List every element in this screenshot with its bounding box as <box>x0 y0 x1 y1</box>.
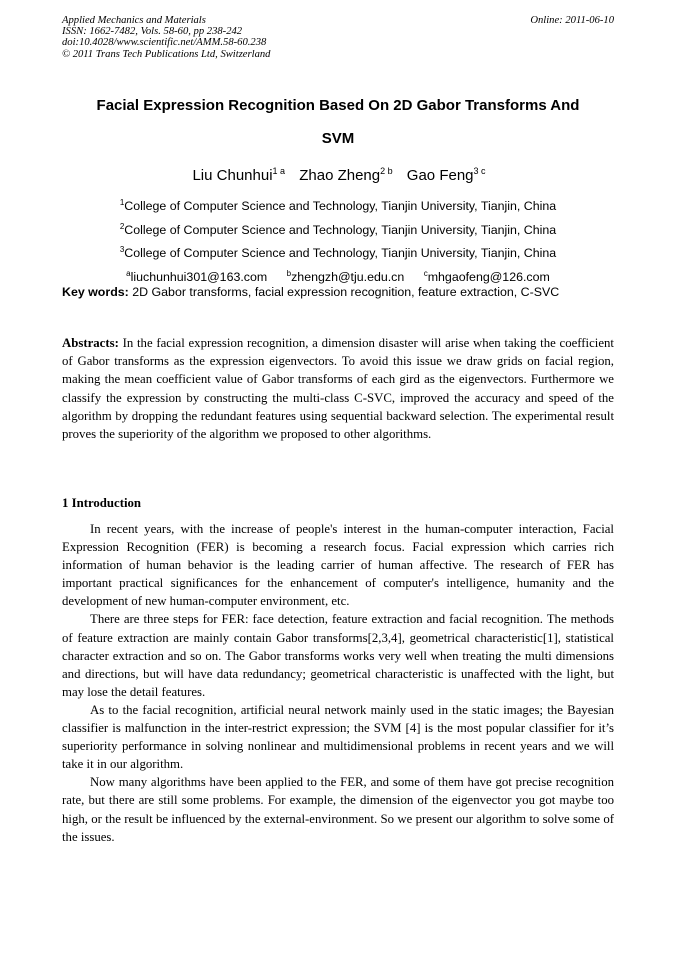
email-mark: a <box>126 268 131 278</box>
paper-title <box>62 89 614 155</box>
author-name: Gao Feng <box>406 167 474 184</box>
email-mark: b <box>286 268 292 278</box>
email-mark: c <box>423 268 428 278</box>
affiliation-text: College of Computer Science and Technology, Tianjin University, Tianjin, China <box>124 199 557 213</box>
author-affiliation-mark: 2 b <box>380 166 393 176</box>
author-list <box>0 166 678 184</box>
keywords-label: Key words: <box>62 285 129 299</box>
keywords <box>62 285 622 299</box>
affiliation <box>62 240 614 264</box>
paragraph: In recent years, with the increase of people's interest in the human-computer interaction, Facial Expression Recognition (FER) is becoming a research focus. Facial expression which carries rich information of human behavior is the leading carrier of human affective. The research of FER has important practical significances for the enhancement of computer's intelligence, humanity and the development of new human-computer environment, etc. <box>62 522 614 609</box>
author <box>299 167 392 184</box>
affiliation <box>62 217 614 241</box>
keywords-text: 2D Gabor transforms, facial expression recognition, feature extraction, C-SVC <box>132 285 560 299</box>
section-heading-introduction: 1 Introduction <box>62 496 142 510</box>
affiliation-text: College of Computer Science and Technology, Tianjin University, Tianjin, China <box>124 246 557 261</box>
author-affiliation-mark: 1 a <box>272 166 286 176</box>
email <box>287 270 405 284</box>
author-name: Zhao Zheng <box>299 167 381 184</box>
affiliation-text: College of Computer Science and Technology, Tianjin University, Tianjin, China <box>124 222 557 237</box>
title-line-1: Facial Expression Recognition Based On 2D Gabor Transforms And <box>96 97 580 114</box>
introduction-body <box>62 520 614 846</box>
abstract <box>62 334 614 443</box>
journal-name: Applied Mechanics and Materials <box>62 15 206 26</box>
email-line <box>62 264 614 288</box>
author <box>192 167 285 184</box>
affiliation-list <box>62 193 614 287</box>
affiliation-number: 3 <box>119 245 125 255</box>
paragraph: There are three steps for FER: face detection, feature extraction and facial recognition. The methods of feature extraction are mainly contain Gabor transforms[2,3,4], geometrical characteristic[1], statistical character extraction and so on. The Gabor transforms works very well when treating the multi dimensions and directions, but will have data redundancy; geometrical characteristic is unaffected with the light, but may lose the detail features. <box>62 612 614 699</box>
copyright-line: © 2011 Trans Tech Publications Ltd, Switzerland <box>62 48 271 60</box>
author <box>407 167 486 184</box>
affiliation-number: 1 <box>119 198 125 207</box>
email-address: mhgaofeng@126.com <box>427 269 550 284</box>
email-address: zhengzh@tju.edu.cn <box>291 269 405 284</box>
author-affiliation-mark: 3 c <box>473 166 486 176</box>
paragraph: Now many algorithms have been applied to the FER, and some of them have got precise recognition rate, but there are still some problems. For example, the dimension of the eigenvector you got maybe too high, or the result be influenced by the external-environment. So we present our algorithm to solve some of the issues. <box>62 775 614 844</box>
abstract-text: In the facial expression recognition, a dimension disaster will arise when taking the coefficient of Gabor transforms as the expression eigenvectors. To avoid this issue we draw grids on facial region, making the mean coefficient value of Gabor transforms of each gird as the eigenvectors. Furthermore we classify the expression by constructing the multi-class C-SVC, improved the accuracy and speed of the algorithm by dropping the redundant features using sequential backward selection. The experimental result proves the superiority of the algorithm we proposed to other algorithms. <box>62 336 614 442</box>
issn-line: ISSN: 1662-7482, Vols. 58-60, pp 238-242 <box>62 26 243 38</box>
affiliation-number: 2 <box>119 221 125 231</box>
author-name: Liu Chunhui <box>192 167 273 184</box>
online-date: Online: 2011-06-10 <box>530 15 614 26</box>
email <box>126 270 267 284</box>
abstract-label: Abstracts: <box>62 336 119 350</box>
affiliation <box>62 193 614 217</box>
email-address: liuchunhui301@163.com <box>130 269 268 284</box>
title-line-2: SVM <box>321 130 355 147</box>
journal-metadata <box>62 15 270 60</box>
email <box>424 270 550 284</box>
doi-line: doi:10.4028/www.scientific.net/AMM.58-60.238 <box>62 37 267 49</box>
paragraph: As to the facial recognition, artificial neural network mainly used in the static images; the Bayesian classifier is malfunction in the inter-restrict expression; the SVM [4] is the most popular classifier for it’s superiority performance in solving nonlinear and multidimensional problems in recent years and we will take it in our algorithm. <box>62 702 614 772</box>
